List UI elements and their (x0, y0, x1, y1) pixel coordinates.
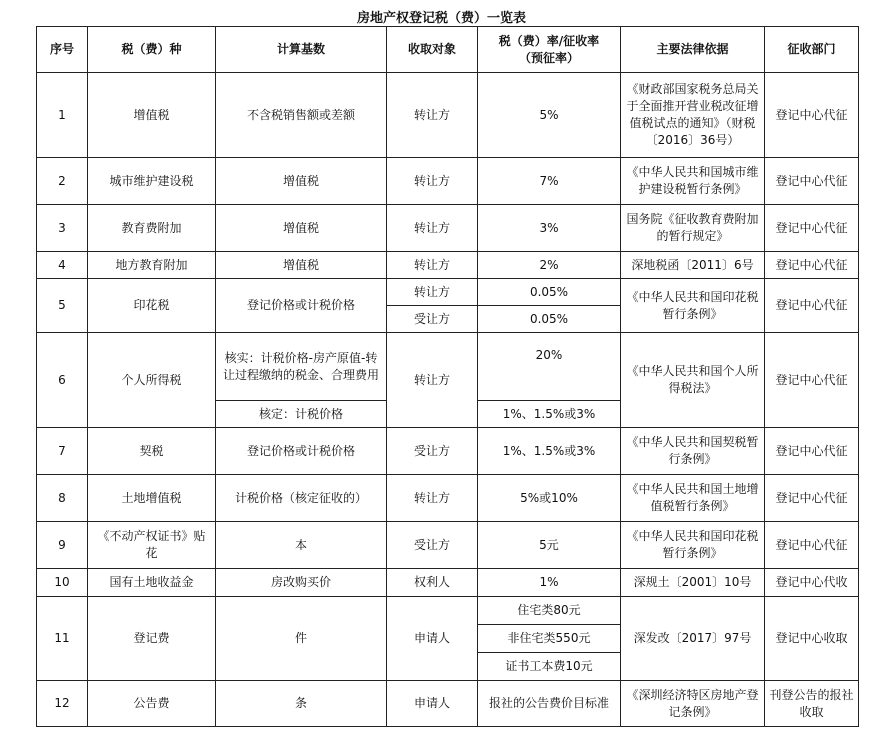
cell-target: 权利人 (387, 569, 478, 597)
table-header-row (37, 27, 859, 73)
table-row (37, 522, 859, 569)
cell-seq: 8 (37, 475, 88, 522)
cell-dept: 刊登公告的报社收取 (765, 681, 859, 727)
page-title: 房地产权登记税（费）一览表 (356, 11, 526, 26)
cell-rate: 1%、1.5%或3% (478, 401, 621, 428)
cell-dept: 登记中心代征 (765, 252, 859, 279)
cell-dept: 登记中心代收 (765, 569, 859, 597)
cell-tax: 教育费附加 (88, 205, 216, 252)
cell-target: 转让方 (387, 73, 478, 158)
table-row (37, 279, 859, 306)
header-seq: 序号 (37, 27, 88, 73)
cell-rate: 报社的公告费价目标准 (478, 681, 621, 727)
cell-tax: 契税 (88, 428, 216, 475)
header-dept: 征收部门 (765, 27, 859, 73)
cell-law: 《中华人民共和国印花税暂行条例》 (621, 279, 765, 333)
cell-dept: 登记中心代征 (765, 158, 859, 205)
cell-law: 《中华人民共和国城市维护建设税暂行条例》 (621, 158, 765, 205)
cell-dept: 登记中心代征 (765, 279, 859, 333)
cell-dept: 登记中心代征 (765, 205, 859, 252)
table-row (37, 158, 859, 205)
cell-basis: 计税价格（核定征收的） (216, 475, 387, 522)
cell-rate: 7% (478, 158, 621, 205)
header-basis: 计算基数 (216, 27, 387, 73)
cell-seq: 2 (37, 158, 88, 205)
header-law: 主要法律依据 (621, 27, 765, 73)
cell-seq: 3 (37, 205, 88, 252)
cell-tax: 土地增值税 (88, 475, 216, 522)
cell-target: 申请人 (387, 597, 478, 681)
cell-tax: 地方教育附加 (88, 252, 216, 279)
cell-basis: 核实：计税价格-房产原值-转让过程缴纳的税金、合理费用 (216, 333, 387, 401)
cell-tax: 国有土地收益金 (88, 569, 216, 597)
cell-tax: 增值税 (88, 73, 216, 158)
cell-basis: 增值税 (216, 252, 387, 279)
table-row (37, 333, 859, 401)
cell-law: 《中华人民共和国印花税暂行条例》 (621, 522, 765, 569)
cell-seq: 4 (37, 252, 88, 279)
cell-law: 深规土〔2001〕10号 (621, 569, 765, 597)
table-row (37, 205, 859, 252)
cell-basis: 增值税 (216, 158, 387, 205)
cell-seq: 12 (37, 681, 88, 727)
cell-law: 《中华人民共和国个人所得税法》 (621, 333, 765, 428)
cell-tax: 《不动产权证书》贴花 (88, 522, 216, 569)
cell-law: 国务院《征收教育费附加的暂行规定》 (621, 205, 765, 252)
cell-basis: 条 (216, 681, 387, 727)
cell-law: 深发改〔2017〕97号 (621, 597, 765, 681)
cell-seq: 9 (37, 522, 88, 569)
cell-rate: 5% (478, 73, 621, 158)
cell-target: 申请人 (387, 681, 478, 727)
table-row (37, 569, 859, 597)
cell-rate: 20% (478, 333, 621, 401)
cell-rate: 证书工本费10元 (478, 653, 621, 681)
cell-seq: 7 (37, 428, 88, 475)
cell-dept: 登记中心代征 (765, 475, 859, 522)
tax-table (36, 26, 859, 727)
cell-basis: 增值税 (216, 205, 387, 252)
cell-target: 转让方 (387, 252, 478, 279)
cell-law: 《财政部国家税务总局关于全面推开营业税改征增值税试点的通知》（财税〔2016〕36号） (621, 73, 765, 158)
header-target: 收取对象 (387, 27, 478, 73)
cell-law: 《中华人民共和国契税暂行条例》 (621, 428, 765, 475)
cell-seq: 5 (37, 279, 88, 333)
table-row (37, 475, 859, 522)
cell-target: 转让方 (387, 279, 478, 306)
cell-dept: 登记中心收取 (765, 597, 859, 681)
table-row (37, 597, 859, 625)
cell-seq: 10 (37, 569, 88, 597)
cell-rate: 住宅类80元 (478, 597, 621, 625)
cell-rate: 2% (478, 252, 621, 279)
cell-rate: 0.05% (478, 279, 621, 306)
header-rate: 税（费）率/征收率（预征率） (478, 27, 621, 73)
table-row (37, 73, 859, 158)
cell-rate: 5%或10% (478, 475, 621, 522)
cell-basis: 登记价格或计税价格 (216, 279, 387, 333)
cell-rate: 5元 (478, 522, 621, 569)
cell-basis: 核定：计税价格 (216, 401, 387, 428)
cell-dept: 登记中心代征 (765, 522, 859, 569)
cell-rate: 0.05% (478, 306, 621, 333)
table-row (37, 428, 859, 475)
cell-dept: 登记中心代征 (765, 428, 859, 475)
cell-rate: 1%、1.5%或3% (478, 428, 621, 475)
cell-basis: 不含税销售额或差额 (216, 73, 387, 158)
cell-target: 转让方 (387, 333, 478, 428)
cell-basis: 本 (216, 522, 387, 569)
cell-target: 转让方 (387, 158, 478, 205)
cell-law: 深地税函〔2011〕6号 (621, 252, 765, 279)
cell-rate: 1% (478, 569, 621, 597)
cell-seq: 1 (37, 73, 88, 158)
table-row (37, 681, 859, 727)
cell-seq: 6 (37, 333, 88, 428)
cell-tax: 印花税 (88, 279, 216, 333)
cell-tax: 登记费 (88, 597, 216, 681)
cell-tax: 公告费 (88, 681, 216, 727)
cell-law: 《中华人民共和国土地增值税暂行条例》 (621, 475, 765, 522)
cell-tax: 城市维护建设税 (88, 158, 216, 205)
cell-rate: 非住宅类550元 (478, 625, 621, 653)
cell-seq: 11 (37, 597, 88, 681)
cell-law: 《深圳经济特区房地产登记条例》 (621, 681, 765, 727)
header-tax: 税（费）种 (88, 27, 216, 73)
table-row (37, 252, 859, 279)
cell-basis: 登记价格或计税价格 (216, 428, 387, 475)
cell-rate: 3% (478, 205, 621, 252)
cell-dept: 登记中心代征 (765, 73, 859, 158)
cell-target: 转让方 (387, 475, 478, 522)
cell-target: 转让方 (387, 205, 478, 252)
cell-tax: 个人所得税 (88, 333, 216, 428)
cell-target: 受让方 (387, 522, 478, 569)
cell-target: 受让方 (387, 306, 478, 333)
cell-target: 受让方 (387, 428, 478, 475)
cell-basis: 件 (216, 597, 387, 681)
cell-basis: 房改购买价 (216, 569, 387, 597)
cell-dept: 登记中心代征 (765, 333, 859, 428)
